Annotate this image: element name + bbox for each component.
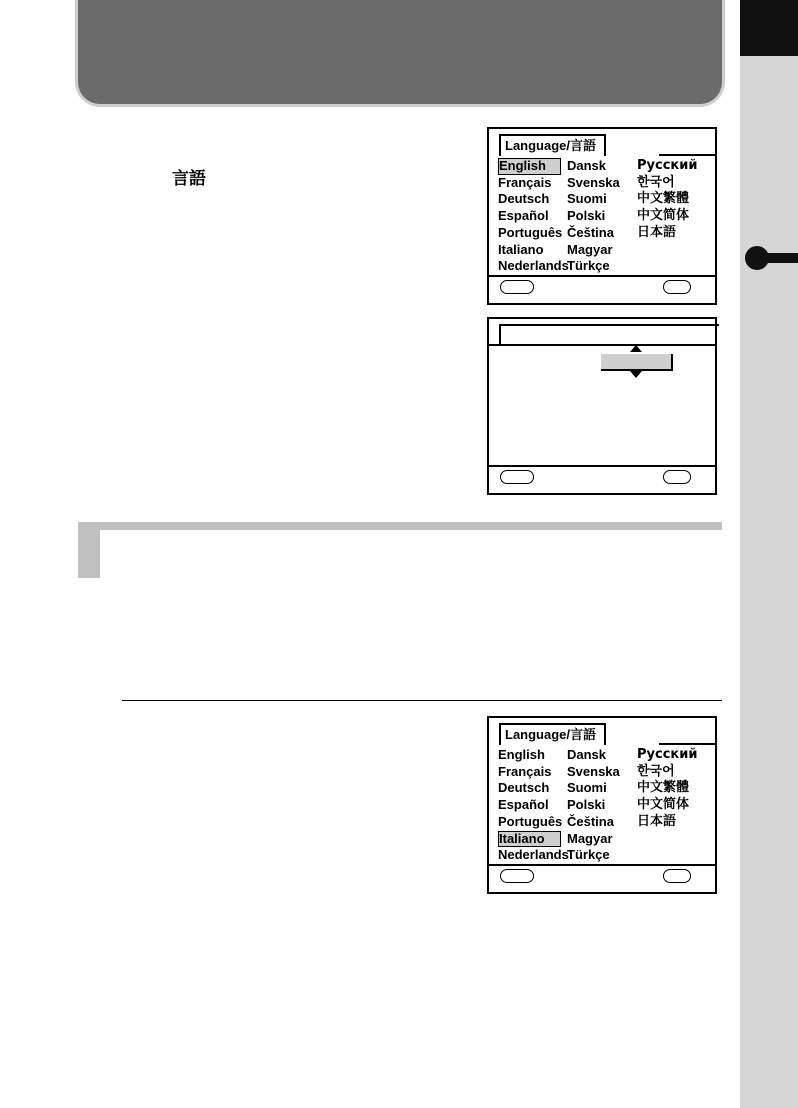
language-option[interactable]: Русский [637, 747, 698, 762]
chapter-marker-bar [757, 253, 798, 263]
language-option[interactable]: 한국어 [637, 174, 675, 190]
language-option[interactable]: Español [498, 208, 549, 224]
language-menu-screen-1 [487, 127, 717, 305]
tab-divider [659, 743, 715, 745]
language-option[interactable]: Français [498, 763, 552, 779]
ok-button-icon [663, 869, 691, 883]
language-option[interactable]: Suomi [567, 780, 607, 796]
language-option[interactable]: Italiano [498, 831, 561, 848]
menu-button-icon [500, 280, 534, 294]
ok-button-icon [663, 280, 691, 294]
language-option[interactable]: Deutsch [498, 191, 550, 207]
language-option[interactable]: Português [498, 813, 563, 829]
language-menu-screen-2 [487, 716, 717, 894]
language-option[interactable]: Português [498, 224, 563, 240]
language-option[interactable]: Svenska [567, 763, 620, 779]
language-option[interactable]: 日本語 [637, 813, 677, 829]
subsection-rule [122, 700, 722, 701]
side-index-tab [740, 0, 798, 56]
language-option[interactable]: 中文繁體 [637, 191, 690, 207]
language-option[interactable]: Čeština [567, 813, 614, 829]
section-header-block [78, 530, 100, 578]
language-option[interactable]: Dansk [567, 158, 607, 173]
menu-button-icon [500, 470, 534, 484]
language-option[interactable]: 中文简体 [637, 797, 690, 813]
language-option[interactable]: 日本語 [637, 224, 677, 240]
page-header-band [78, 0, 722, 104]
language-grid [498, 747, 711, 864]
language-grid [498, 158, 711, 275]
language-option[interactable]: Türkçe [567, 847, 610, 863]
language-option[interactable]: Polski [567, 208, 606, 224]
tab-divider [659, 154, 715, 156]
language-option[interactable]: 中文简体 [637, 208, 690, 224]
side-index-strip [740, 0, 798, 1108]
language-option[interactable]: Suomi [567, 191, 607, 207]
language-option[interactable]: Svenska [567, 174, 620, 190]
kanji-language-label: 言語 [172, 169, 206, 189]
language-option[interactable]: Русский [637, 158, 698, 173]
language-option[interactable]: Deutsch [498, 780, 550, 796]
language-option[interactable]: 中文繁體 [637, 780, 690, 796]
section-header-band [78, 522, 722, 530]
screen-footer-divider [489, 465, 715, 467]
menu-button-icon [500, 869, 534, 883]
date-adjust-screen [487, 317, 717, 495]
language-option[interactable]: Italiano [498, 241, 544, 257]
language-option [637, 242, 717, 259]
language-option [637, 258, 717, 275]
up-arrow-icon [630, 345, 642, 352]
menu-tab-title: Language/言語 [499, 723, 606, 745]
tab-divider [489, 344, 715, 346]
menu-tab-title: Language/言語 [499, 134, 606, 156]
ok-button-icon [663, 470, 691, 484]
language-option[interactable]: Français [498, 174, 552, 190]
screen-tab [499, 324, 719, 346]
language-option[interactable]: Türkçe [567, 258, 610, 274]
language-option[interactable]: Magyar [567, 830, 613, 846]
screen-footer-divider [489, 275, 715, 277]
language-option[interactable]: Nederlands [498, 258, 569, 274]
language-option [637, 831, 717, 848]
language-option[interactable]: 한국어 [637, 763, 675, 779]
language-option[interactable]: Polski [567, 797, 606, 813]
value-stepper[interactable] [601, 354, 673, 371]
language-option [637, 847, 717, 864]
language-option[interactable]: Español [498, 797, 549, 813]
language-option[interactable]: Dansk [567, 747, 607, 762]
down-arrow-icon [630, 371, 642, 378]
language-option[interactable]: Magyar [567, 241, 613, 257]
language-option[interactable]: English [498, 158, 561, 175]
screen-footer-divider [489, 864, 715, 866]
language-option[interactable]: English [498, 747, 545, 762]
language-option[interactable]: Čeština [567, 224, 614, 240]
language-option[interactable]: Nederlands [498, 847, 569, 863]
